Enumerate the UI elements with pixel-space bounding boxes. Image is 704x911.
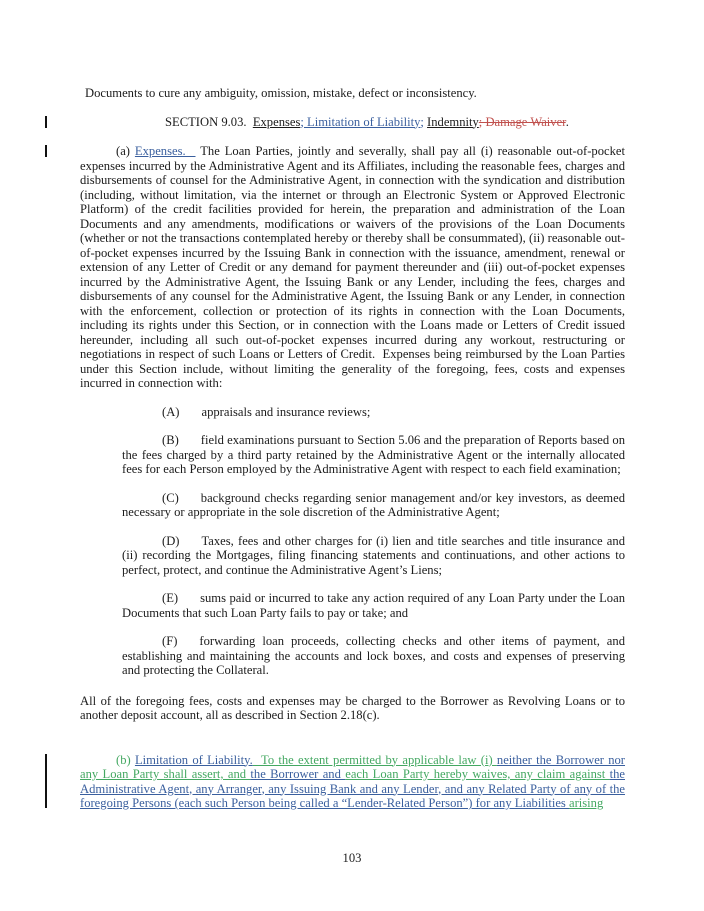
text-segment: .	[565, 114, 569, 129]
list-item-text: sums paid or incurred to take any action required of any Loan Party under the Loan Documents that such Loan Party fails to pay or take; and	[122, 591, 625, 620]
text-segment: Expenses	[252, 114, 301, 129]
list-item-text: forwarding loan proceeds, collecting checks and other items of payment, and establishing and maintaining the accounts and lock boxes, and costs and expenses of preserving and protecting the Collateral.	[122, 634, 625, 677]
list-item	[122, 591, 625, 620]
text-segment: arising	[569, 796, 604, 810]
text-segment: ; Damage Waiver	[478, 114, 566, 129]
list-item-label: (D)	[162, 533, 180, 548]
text-segment: Expenses.	[134, 144, 196, 158]
text-segment: ; Limitation of Liability;	[300, 114, 424, 129]
list-item	[122, 433, 625, 477]
list-item-text: background checks regarding senior management and/or key investors, as deemed necessary or appropriate in the sole discretion of the Administrative Agent;	[122, 490, 625, 519]
text-segment: neither the Borrower nor	[496, 752, 626, 767]
text-segment: Limitation of Liability.	[134, 752, 253, 767]
list-item-text: field examinations pursuant to Section 5.06 and the preparation of Reports based on the fees charged by a third party retained by the Administrative Agent or the internally allocated fees for each Person employed by the Administrative Agent with respect to each field examination;	[122, 433, 625, 476]
list-item-label: (E)	[162, 591, 179, 605]
text-segment: (b)	[116, 752, 135, 767]
change-bar	[45, 754, 47, 808]
text-segment: Indemnity	[427, 114, 479, 129]
page-content	[80, 86, 625, 811]
text-segment: The Loan Parties, jointly and severally, shall pay all (i) reasonable out-of-pocket expenses incurred by the Administrative Agent and its Affiliates, including the reasonable fees, charges and disbursements of counsel for the Administrative Agent, in connection with the syndication and distribution (including, without limitation, via the internet or through an Electronic System or Approved Electronic Platform) of the credit facilities provided for herein, the preparation and administration of the Loan Documents and any amendments, modifications or waivers of the provisions of the Loan Documents (whether or not the transactions contemplated hereby or thereby shall be consummated), (ii) reasonable out-of-pocket expenses incurred by the Issuing Bank in connection with the issuance, amendment, renewal or extension of any Letter of Credit or any demand for payment thereunder and (iii) out-of-pocket expenses incurred by the Administrative Agent, the Issuing Bank or any Lender, including the fees, charges and disbursements of any counsel for the Administrative Agent, the Issuing Bank or any Lender, in connection with the enforcement, collection or protection of its rights in connection with the Loan Documents, including its rights under this Section, or in connection with the Loans made or Letters of Credit issued hereunder, including all such out-of-pocket expenses incurred during any workout, restructuring or negotiations in respect of such Loans or Letters of Credit. Expenses being reimbursed by the Loan Parties under this Section include, without limiting the generality of the foregoing, fees, costs and expenses incurred in connection with:	[80, 144, 625, 390]
list-item-label: (F)	[162, 634, 178, 648]
list-item-text: appraisals and insurance reviews;	[201, 404, 371, 419]
text-segment: SECTION 9.03.	[165, 114, 253, 129]
text-segment: any Loan Party shall assert, and	[80, 767, 251, 781]
paragraph-a-text	[80, 144, 625, 390]
text-segment: each Loan Party hereby waives, any claim against	[345, 767, 610, 781]
change-bar	[45, 145, 47, 157]
text-segment: (a)	[116, 144, 135, 158]
paragraph-b-limitation-of-liability	[80, 753, 625, 811]
list-item	[122, 405, 625, 420]
paragraph-continuation: Documents to cure any ambiguity, omission, mistake, defect or inconsistency.	[85, 86, 477, 100]
change-bar	[45, 116, 47, 128]
list-item	[122, 634, 625, 678]
page-number: 103	[342, 851, 362, 865]
list-item-label: (A)	[162, 404, 180, 419]
text-segment: the Borrower and	[250, 767, 346, 781]
closing-paragraph: All of the foregoing fees, costs and expenses may be charged to the Borrower as Revolving Loans or to another deposit account, all as described in Section 2.18(c).	[80, 693, 625, 722]
section-heading	[80, 115, 625, 130]
text-segment: the Administrative Agent, any Arranger, any Issuing Bank and any Lender, and any Related Party of any of the foregoing Persons (each such Person being called a “Lender-Related Person”) for any Liabilities	[80, 767, 625, 810]
section-heading-text	[165, 115, 569, 129]
paragraph-b-text	[80, 753, 625, 811]
list-item-label: (C)	[162, 490, 179, 505]
text-segment: To the extent permitted by applicable law (i)	[252, 752, 497, 767]
list-item-label: (B)	[162, 433, 179, 447]
list-item	[122, 534, 625, 578]
paragraph-a-expenses	[80, 144, 625, 391]
list-item	[122, 491, 625, 520]
list-item-text: Taxes, fees and other charges for (i) lien and title searches and title insurance and (ii) recording the Mortgages, filing financing statements and continuations, and other actions to perfect, protect, and continue the Administrative Agent’s Liens;	[122, 533, 625, 577]
